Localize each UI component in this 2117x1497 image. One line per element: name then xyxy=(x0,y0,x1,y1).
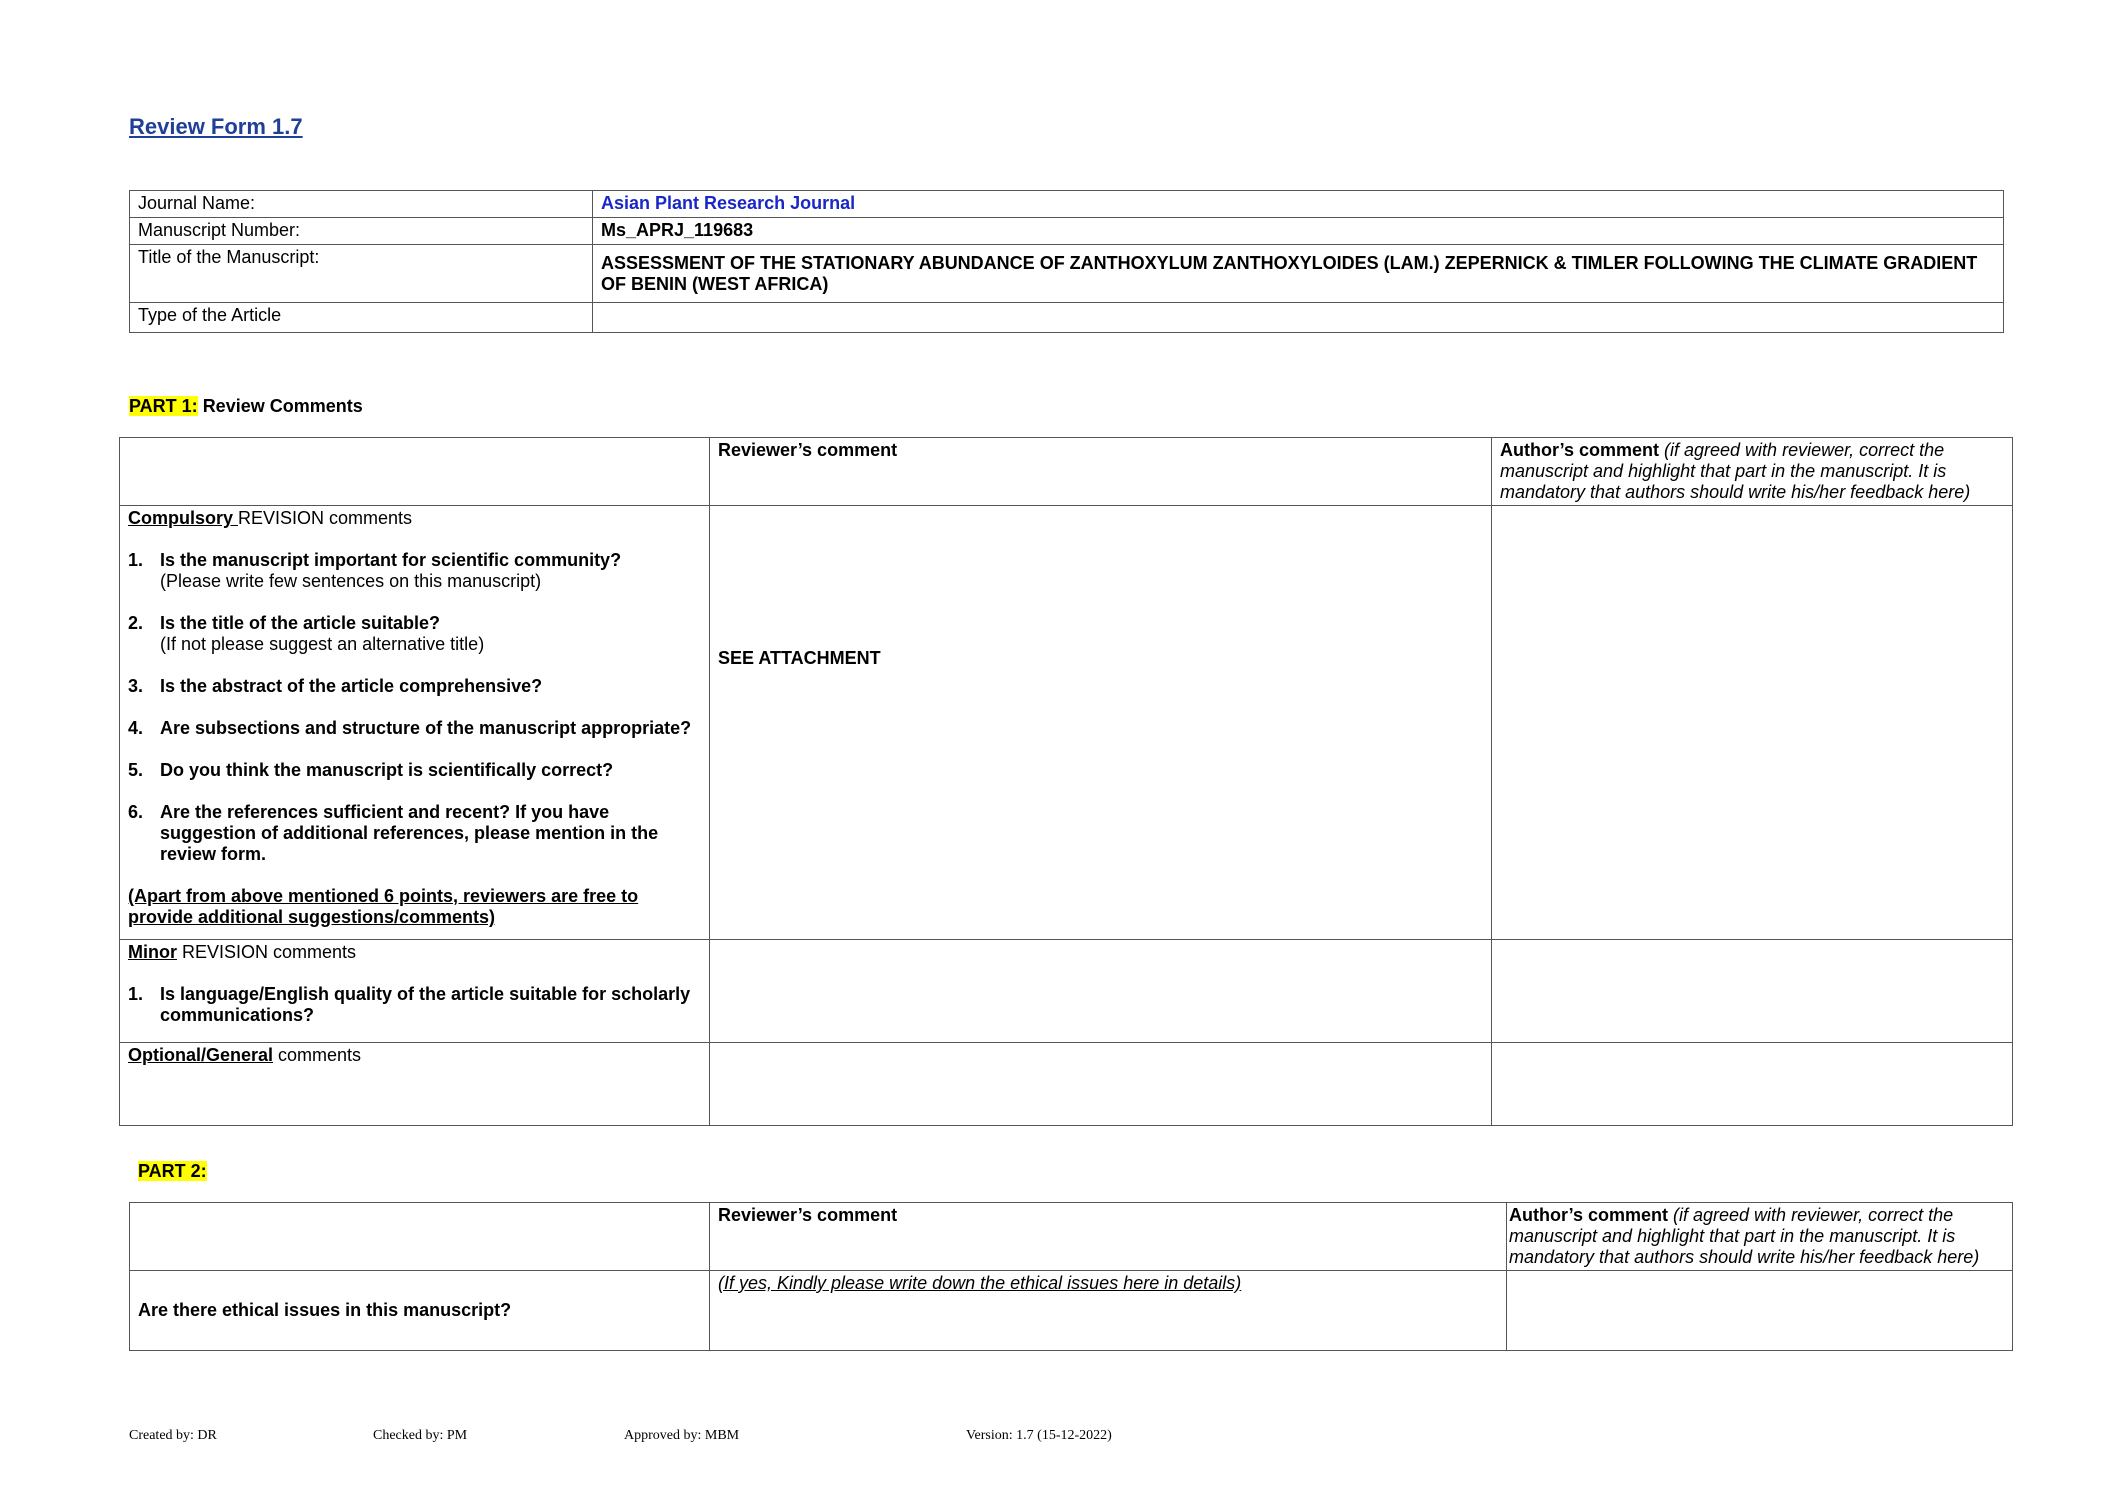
author-header-bold: Author’s comment xyxy=(1500,440,1660,460)
part2-label: PART 2: xyxy=(138,1161,207,1181)
part1-heading xyxy=(129,396,363,417)
minor-question-1: 1. Is language/English quality of the article suitable for scholarly communications? xyxy=(128,984,691,1025)
question-2: 2. Is the title of the article suitable? (If not please suggest an alternative title) xyxy=(128,613,485,654)
manuscript-value: Ms_APRJ_119683 xyxy=(593,218,2004,245)
compulsory-cell xyxy=(120,506,710,940)
manuscript-label: Manuscript Number: xyxy=(130,218,593,245)
ethics-author-comment[interactable] xyxy=(1507,1271,2013,1351)
review-comments-table xyxy=(119,437,2013,1126)
footer-version: Version: 1.7 (15-12-2022) xyxy=(966,1428,1112,1443)
part1-title: Review Comments xyxy=(202,396,363,416)
part2-heading xyxy=(138,1161,207,1182)
form-title: Review Form 1.7 xyxy=(129,114,303,139)
reviewer-compulsory-comment[interactable]: SEE ATTACHMENT xyxy=(710,506,1492,940)
compulsory-questions xyxy=(128,550,701,865)
title-label: Title of the Manuscript: xyxy=(130,245,593,303)
footer-checked: Checked by: PM xyxy=(373,1428,468,1443)
minor-questions xyxy=(128,984,701,1026)
author-minor-comment[interactable] xyxy=(1492,940,2013,1043)
optional-cell xyxy=(120,1043,710,1126)
question-6: 6. Are the references sufficient and recent? If you have suggestion of additional references, please mention in the review form. xyxy=(128,802,659,864)
author-header-note: (if agreed with reviewer, correct the manuscript and highlight that part in the manuscript. It is mandatory that authors should write his/her feedback here) xyxy=(1500,440,1971,502)
ethics-reviewer-comment[interactable]: (If yes, Kindly please write down the ethical issues here in details) xyxy=(710,1271,1507,1351)
minor-cell xyxy=(120,940,710,1043)
part1-label: PART 1: xyxy=(129,396,198,416)
header-blank xyxy=(120,438,710,506)
question-4: 4. Are subsections and structure of the manuscript appropriate? xyxy=(128,718,692,738)
part2-reviewer-header: Reviewer’s comment xyxy=(710,1203,1507,1271)
footer-approved: Approved by: MBM xyxy=(624,1428,740,1443)
author-compulsory-comment[interactable] xyxy=(1492,506,2013,940)
compulsory-label: Compulsory xyxy=(128,508,239,528)
footer-created: Created by: DR xyxy=(129,1428,217,1443)
minor-rest: REVISION comments xyxy=(177,942,357,962)
minor-label: Minor xyxy=(128,942,177,962)
manuscript-info-table xyxy=(129,190,2004,333)
compulsory-rest: REVISION comments xyxy=(238,508,413,528)
reviewer-optional-comment[interactable] xyxy=(710,1043,1492,1126)
journal-value: Asian Plant Research Journal xyxy=(593,191,2004,218)
ethics-table xyxy=(129,1202,2013,1351)
part2-header-blank xyxy=(130,1203,710,1271)
title-value: ASSESSMENT OF THE STATIONARY ABUNDANCE OF ZANTHOXYLUM ZANTHOXYLOIDES (LAM.) ZEPERNICK & TIMLER FOLLOWING THE CLIMATE GRADIENT OF BENIN (WEST AFRICA) xyxy=(593,245,2004,303)
question-1: 1. Is the manuscript important for scientific community? (Please write few sentences on this manuscript) xyxy=(128,550,622,591)
part2-author-header: Author’s comment (if agreed with reviewer, correct the manuscript and highlight that part in the manuscript. It is mandatory that authors should write his/her feedback here) xyxy=(1507,1203,2013,1271)
ethics-question: Are there ethical issues in this manuscript? xyxy=(130,1271,710,1351)
author-optional-comment[interactable] xyxy=(1492,1043,2013,1126)
type-label: Type of the Article xyxy=(130,303,593,333)
question-5: 5. Do you think the manuscript is scientifically correct? xyxy=(128,760,614,780)
optional-rest: comments xyxy=(273,1045,362,1065)
question-3: 3. Is the abstract of the article comprehensive? xyxy=(128,676,543,696)
author-comment-header xyxy=(1492,438,2013,506)
optional-label: Optional/General xyxy=(128,1045,274,1065)
compulsory-note: (Apart from above mentioned 6 points, reviewers are free to provide additional suggestions/comments) xyxy=(128,886,639,927)
type-value xyxy=(593,303,2004,333)
journal-label: Journal Name: xyxy=(130,191,593,218)
reviewer-comment-header: Reviewer’s comment xyxy=(710,438,1492,506)
reviewer-minor-comment[interactable] xyxy=(710,940,1492,1043)
